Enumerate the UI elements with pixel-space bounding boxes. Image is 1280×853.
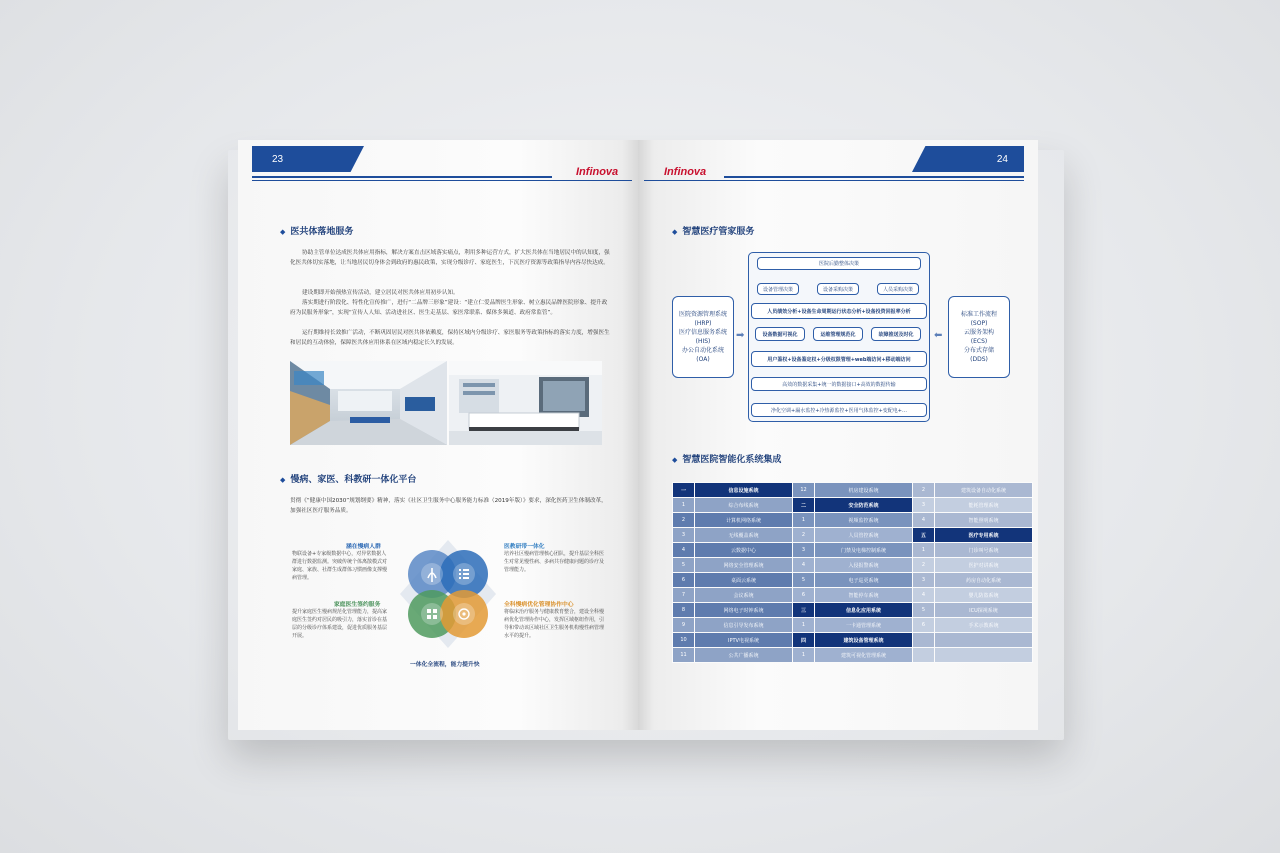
quadrant-3-text: 培养社区慢病管理核心团队，提升基层全科医生对常见慢性病、多病共存健康问题的诊疗及管理能力。 [504, 551, 605, 573]
table-cell-system: 机房建设系统 [815, 483, 913, 498]
table-cell-index: 2 [793, 528, 815, 543]
table-cell-index: 2 [913, 483, 935, 498]
table-row [673, 513, 1033, 528]
quadrant-1-title: 涵在慢病人群 [346, 544, 381, 550]
analysis-row: 人员绩效分析+设备生命周期运行状态分析+设备投资回报率分析 [751, 303, 927, 319]
table-cell-index: 6 [913, 618, 935, 633]
system-his: 医疗信息服务系统 [678, 329, 727, 336]
table-cell-system: 建筑设备自动化系统 [935, 483, 1033, 498]
table-cell-index: 11 [673, 648, 695, 663]
facility-monitoring-row: 净化空调+漏水监控+冷热源监控+医用气体监控+变配电+… [751, 403, 927, 417]
fault-push-box: 故障推送及时化 [871, 327, 921, 341]
table-cell-system: ICU探视系统 [935, 603, 1033, 618]
table-row [673, 528, 1033, 543]
table-cell-index: 三 [793, 603, 815, 618]
table-cell-system: 计算机网络系统 [695, 513, 793, 528]
brand-logo-right: Infinova [664, 166, 707, 178]
table-cell-index: 4 [673, 543, 695, 558]
left-header-tab [252, 146, 364, 172]
system-sop: 标准工作流程 [960, 311, 997, 318]
table-cell-system: 网络电子时钟系统 [695, 603, 793, 618]
quadrant-4-text: 将临床治疗服务与健康教育整合，建设全科慢病优化管理协作中心，发挥区域枢纽作用，引导和带动该区域社区卫生服务机构慢性病管理水平的提升。 [504, 609, 605, 639]
decision-equipment-purchase: 设备采购决策 [817, 283, 859, 295]
table-cell-index: 3 [913, 498, 935, 513]
header-rule-right [724, 176, 1024, 178]
table-cell-index: 一 [673, 483, 695, 498]
paragraph-1: 协助主管单位达成医共体应用指标，解决方案直击区域落实痛点，利用多种运营方式，扩大医共体在当地居民中的认知度，强化医共体切实落地，让当地居民切身体会到政府的惠民政策，实现分级诊疗、家庭医生，下沉医疗资源等政策指导内容尽快达成。 [290, 250, 610, 266]
quadrant-3-title: 医教研带一体化 [504, 544, 545, 550]
table-row [673, 648, 1033, 663]
management-framework [748, 252, 930, 422]
paragraph-3: 落实期进行阶段化、特性化宣传推广，进行“二品牌三形象”建设：“建立仁爱品牌医生形象、树立惠民品牌医院形象、提升政府为民服务形象”，实现“宣传人人知、活动进社区、医生走基层、家医常联系、媒体多频道、政府常监管”。 [290, 300, 608, 316]
integration-diagram [398, 538, 498, 654]
table-cell-index: 4 [913, 588, 935, 603]
left-page [238, 140, 638, 730]
diagram-caption: 一体化全流程，能力提升快 [410, 662, 480, 668]
decision-staff-purchase: 人员采购决策 [877, 283, 919, 295]
table-cell-system: 手术示教系统 [935, 618, 1033, 633]
system-hrp-abbr: (HRP) [694, 320, 712, 327]
table-cell-system: 无线覆盖系统 [695, 528, 793, 543]
table-cell-index: 3 [793, 543, 815, 558]
hospital-corridor-photo [290, 361, 447, 445]
arrow-right-icon: ➡ [736, 330, 745, 341]
quadrant-1-text: 物联设备+专家级数据中心，对异常数据人群进行数据监测。突破传统个体离散模式对家庭、家族、社群生成群体习惯画像支撑慢病管理。 [292, 551, 388, 581]
table-cell-system: 视频监控系统 [815, 513, 913, 528]
section-title-platform: ◆ 慢病、家医、科教研一体化平台 [280, 472, 416, 485]
access-row: 用户鉴权+设备鉴定权+分级权限管理+web端访问+移动端访问 [751, 351, 927, 367]
system-dds-abbr: (DDS) [970, 356, 988, 363]
table-cell-index: 8 [673, 603, 695, 618]
table-cell-system: 医疗专用系统 [935, 528, 1033, 543]
table-cell-system [935, 633, 1033, 648]
table-cell-index: 1 [673, 498, 695, 513]
arrow-left-icon: ⬅ [934, 330, 943, 341]
data-collection-row: 高效的数据采集+统一的数据接口+高效的数据传输 [751, 377, 927, 391]
right-page [638, 140, 1038, 730]
decision-equipment-mgmt: 设备管理决策 [757, 283, 799, 295]
quadrant-2-text: 提升家庭医生慢病规范化管理能力，提高家庭医生签约对居民的吸引力，落实首诊在基层的分级诊疗体系建设，促进优质服务基层开展。 [292, 609, 388, 639]
table-cell-index: 5 [913, 603, 935, 618]
table-cell-index: 6 [673, 573, 695, 588]
decision-top: 医院后勤整体决策 [757, 257, 921, 270]
section-title-yigongti: ◆ 医共体落地服务 [280, 224, 353, 237]
right-systems-box [948, 296, 1010, 378]
quadrant-2-title: 家庭医生签约服务 [334, 602, 381, 608]
table-cell-system [935, 648, 1033, 663]
page-number-right: 24 [996, 154, 1008, 165]
system-oa-abbr: (OA) [696, 356, 710, 363]
table-cell-system: 智能停车系统 [815, 588, 913, 603]
table-cell-system: 医护对讲系统 [935, 558, 1033, 573]
table-row [673, 543, 1033, 558]
table-cell-index: 12 [793, 483, 815, 498]
table-cell-index: 1 [793, 618, 815, 633]
paragraph-2: 建设期即开始预热宣传活动，建立居民对医共体应用初步认知。 [302, 290, 459, 296]
platform-paragraph: 贯彻《“健康中国2030”规划纲要》精神，落实《社区卫生服务中心服务能力标准（2019年版）》要求，深化医药卫生体制改革，加强社区医疗服务品质。 [290, 498, 607, 514]
table-cell-index: 1 [913, 543, 935, 558]
table-cell-system: 信息化应用系统 [815, 603, 913, 618]
table-cell-system: 门诊叫号系统 [935, 543, 1033, 558]
visualization-box: 设备数据可视化 [755, 327, 805, 341]
table-cell-system: 公共广播系统 [695, 648, 793, 663]
table-cell-index: 3 [673, 528, 695, 543]
table-cell-index [913, 648, 935, 663]
table-cell-system: 门禁及电梯控制系统 [815, 543, 913, 558]
section-title-integration: ◆ 智慧医院智能化系统集成 [672, 452, 781, 465]
quadrant-4-title: 全科慢病优化管理协作中心 [504, 602, 574, 608]
table-row [673, 498, 1033, 513]
table-cell-system: 信息设施系统 [695, 483, 793, 498]
table-cell-index: 四 [793, 633, 815, 648]
list-icon [459, 569, 469, 579]
hospital-pharmacy-photo [449, 361, 602, 445]
table-cell-index: 五 [913, 528, 935, 543]
page-number-left: 23 [272, 154, 284, 165]
table-cell-system: 信息引导发布系统 [695, 618, 793, 633]
table-cell-index: 4 [913, 513, 935, 528]
table-cell-index: 10 [673, 633, 695, 648]
brand-logo-left: Infinova [576, 166, 619, 178]
table-cell-system: 电子巡更系统 [815, 573, 913, 588]
table-cell-index: 2 [913, 558, 935, 573]
standardization-box: 运维管理规范化 [813, 327, 863, 341]
table-cell-system: 网络安全管理系统 [695, 558, 793, 573]
system-oa: 办公自动化系统 [681, 347, 724, 354]
table-cell-index: 9 [673, 618, 695, 633]
systems-integration-table [672, 482, 1033, 663]
table-cell-system: 会议系统 [695, 588, 793, 603]
table-cell-index: 4 [793, 558, 815, 573]
table-cell-system: 一卡通管理系统 [815, 618, 913, 633]
table-cell-index: 1 [793, 648, 815, 663]
table-cell-index: 7 [673, 588, 695, 603]
table-row [673, 633, 1033, 648]
paragraph-4: 运行期维持长效推广活动，不断巩固居民对医共体依赖度，保持区域内分级诊疗、家医服务等政策指标的落实力度，增强医生和居民的互动体验，保障医共体应用体系在区域内稳定长久的发展。 [290, 330, 610, 346]
section-title-management: ◆ 智慧医疗管家服务 [672, 224, 754, 237]
table-cell-system: 综合布线系统 [695, 498, 793, 513]
table-cell-index: 二 [793, 498, 815, 513]
system-dds: 分布式存储 [963, 347, 994, 354]
table-cell-system: 入侵报警系统 [815, 558, 913, 573]
header-rule-right-thin [644, 180, 1024, 181]
table-row [673, 603, 1033, 618]
table-cell-system: 建筑设备管理系统 [815, 633, 913, 648]
table-row [673, 588, 1033, 603]
table-cell-index [913, 633, 935, 648]
table-cell-system: IPTV电视系统 [695, 633, 793, 648]
left-systems-box [672, 296, 734, 378]
table-row [673, 483, 1033, 498]
table-cell-index: 1 [793, 513, 815, 528]
table-cell-index: 2 [673, 513, 695, 528]
system-hrp: 医院资源管理系统 [678, 311, 727, 318]
system-his-abbr: (HIS) [695, 338, 711, 345]
system-ecs: 云服务架构 [963, 329, 994, 336]
table-cell-system: 人员管控系统 [815, 528, 913, 543]
header-rule-thin [252, 180, 632, 181]
table-row [673, 558, 1033, 573]
table-cell-system: 智能照明系统 [935, 513, 1033, 528]
table-cell-system: 安全防范系统 [815, 498, 913, 513]
table-cell-index: 5 [793, 573, 815, 588]
table-cell-system: 能耗管理系统 [935, 498, 1033, 513]
table-cell-system: 药房自动化系统 [935, 573, 1033, 588]
table-cell-system: 桌面云系统 [695, 573, 793, 588]
table-cell-index: 6 [793, 588, 815, 603]
header-rule [252, 176, 552, 178]
table-row [673, 618, 1033, 633]
table-cell-system: 建筑可视化管理系统 [815, 648, 913, 663]
table-cell-system: 云数据中心 [695, 543, 793, 558]
system-sop-abbr: (SOP) [970, 320, 988, 327]
table-row [673, 573, 1033, 588]
table-cell-index: 3 [913, 573, 935, 588]
table-cell-index: 5 [673, 558, 695, 573]
system-ecs-abbr: (ECS) [970, 338, 988, 345]
table-cell-system: 婴儿防盗系统 [935, 588, 1033, 603]
